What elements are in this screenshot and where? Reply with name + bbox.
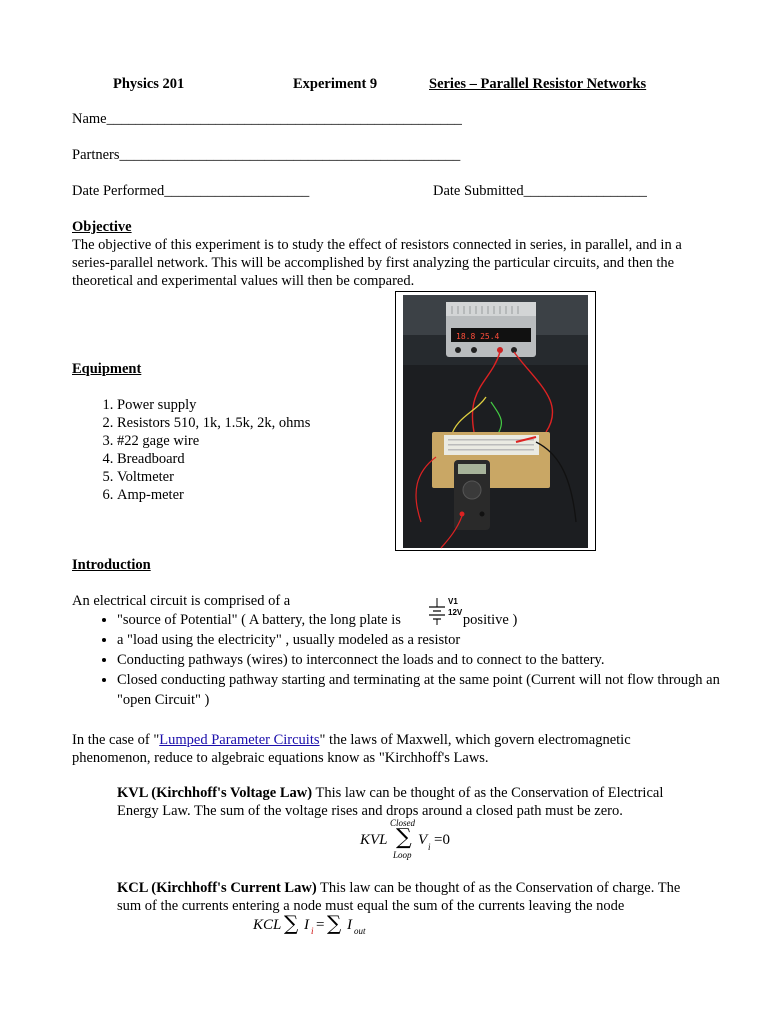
- list-item: • a "load using the electricity" , usually modeled as a resistor: [117, 630, 757, 650]
- date-performed-field[interactable]: Date Performed____________________: [72, 183, 310, 199]
- kcl-paragraph: [117, 879, 702, 915]
- name-field[interactable]: Name_________________________________________________: [72, 111, 462, 127]
- date-submitted-field[interactable]: Date Submitted_________________: [433, 183, 647, 199]
- introduction-heading: Introduction: [72, 557, 151, 573]
- experiment-number: Experiment 9: [293, 76, 378, 92]
- equipment-item: 3. #22 gage wire: [117, 432, 310, 450]
- power-supply-display: 18.8 25.4: [456, 332, 500, 341]
- sum-symbol-icon: ∑: [396, 825, 412, 850]
- lab-setup-photo-frame: [395, 291, 596, 551]
- kvl-sum-bottom: Loop: [393, 850, 412, 860]
- equipment-heading: Equipment: [72, 361, 142, 377]
- kcl-sub-out: out: [354, 926, 366, 936]
- bullet1-text-a: "source of Potential" ( A battery, the long plate is: [117, 612, 401, 628]
- course-title: Physics 201: [113, 76, 185, 92]
- sum-symbol-icon: ∑: [327, 911, 342, 935]
- experiment-topic: Series – Parallel Resistor Networks: [429, 76, 647, 92]
- sum-symbol-icon: ∑: [284, 911, 299, 935]
- kvl-equation: [360, 818, 470, 862]
- bullet1-text-b: positive ): [462, 612, 518, 628]
- kvl-title: KVL (Kirchhoff's Voltage Law): [117, 785, 313, 801]
- kvl-eq-label: KVL: [360, 832, 388, 848]
- lab-setup-photo: [396, 292, 595, 550]
- kcl-equation: [253, 911, 383, 941]
- kcl-sub-in: i: [311, 926, 314, 936]
- lumped-text-a: In the case of ": [72, 732, 160, 748]
- objective-heading: Objective: [72, 219, 132, 235]
- list-item: • Closed conducting pathway starting and terminating at the same point (Current will not flow through an "open Circuit" ): [117, 670, 757, 710]
- equipment-item: 2. Resistors 510, 1k, 1.5k, 2k, ohms: [117, 414, 310, 432]
- kcl-title: KCL (Kirchhoff's Current Law): [117, 880, 317, 896]
- objective-text: The objective of this experiment is to study the effect of resistors connected in series, in parallel, and in a series-parallel network. This will be accomplished by first analyzing the particular circuits, and then the theoretical and experimental values will then be compared.: [72, 237, 682, 289]
- kvl-paragraph: [117, 784, 702, 820]
- partners-field[interactable]: Partners_______________________________________________: [72, 147, 461, 163]
- kcl-eq-label: KCL: [253, 917, 282, 933]
- kcl-var-in: I: [304, 917, 309, 933]
- lumped-text-b: " the laws of Maxwell, which govern electromagnetic phenomenon, reduce to algebraic equations know as "Kirchhoff's Laws.: [72, 732, 631, 766]
- equipment-item: 1. Power supply: [117, 396, 310, 414]
- equipment-item: 5. Voltmeter: [117, 468, 310, 486]
- kvl-sum-top: Closed: [390, 818, 416, 828]
- kcl-var-out: I: [347, 917, 352, 933]
- equipment-item: 6. Amp-meter: [117, 486, 310, 504]
- battery-value: 12V: [448, 608, 463, 617]
- kvl-text: This law can be thought of as the Conservation of Electrical Energy Law. The sum of the voltage rises and drops around a closed path must be zero.: [117, 785, 664, 819]
- lumped-parameter-paragraph: [72, 731, 702, 767]
- kvl-sub: i: [428, 842, 431, 852]
- equipment-list: [72, 396, 310, 504]
- circuit-components-list: [72, 610, 757, 710]
- list-item: • Conducting pathways (wires) to interconnect the loads and to connect to the battery.: [117, 650, 757, 670]
- intro-lead-text: An electrical circuit is comprised of a: [72, 593, 291, 609]
- list-item: [117, 610, 757, 630]
- kvl-rhs: =0: [434, 832, 450, 848]
- kcl-equals: =: [316, 917, 325, 933]
- battery-label: V1: [448, 597, 458, 606]
- kcl-text: This law can be thought of as the Conservation of charge. The sum of the currents entering a node must equal the sum of the currents leaving the node: [117, 880, 681, 914]
- kvl-var: V: [418, 832, 428, 848]
- equipment-item: 4. Breadboard: [117, 450, 310, 468]
- lumped-parameter-link[interactable]: Lumped Parameter Circuits: [159, 732, 320, 748]
